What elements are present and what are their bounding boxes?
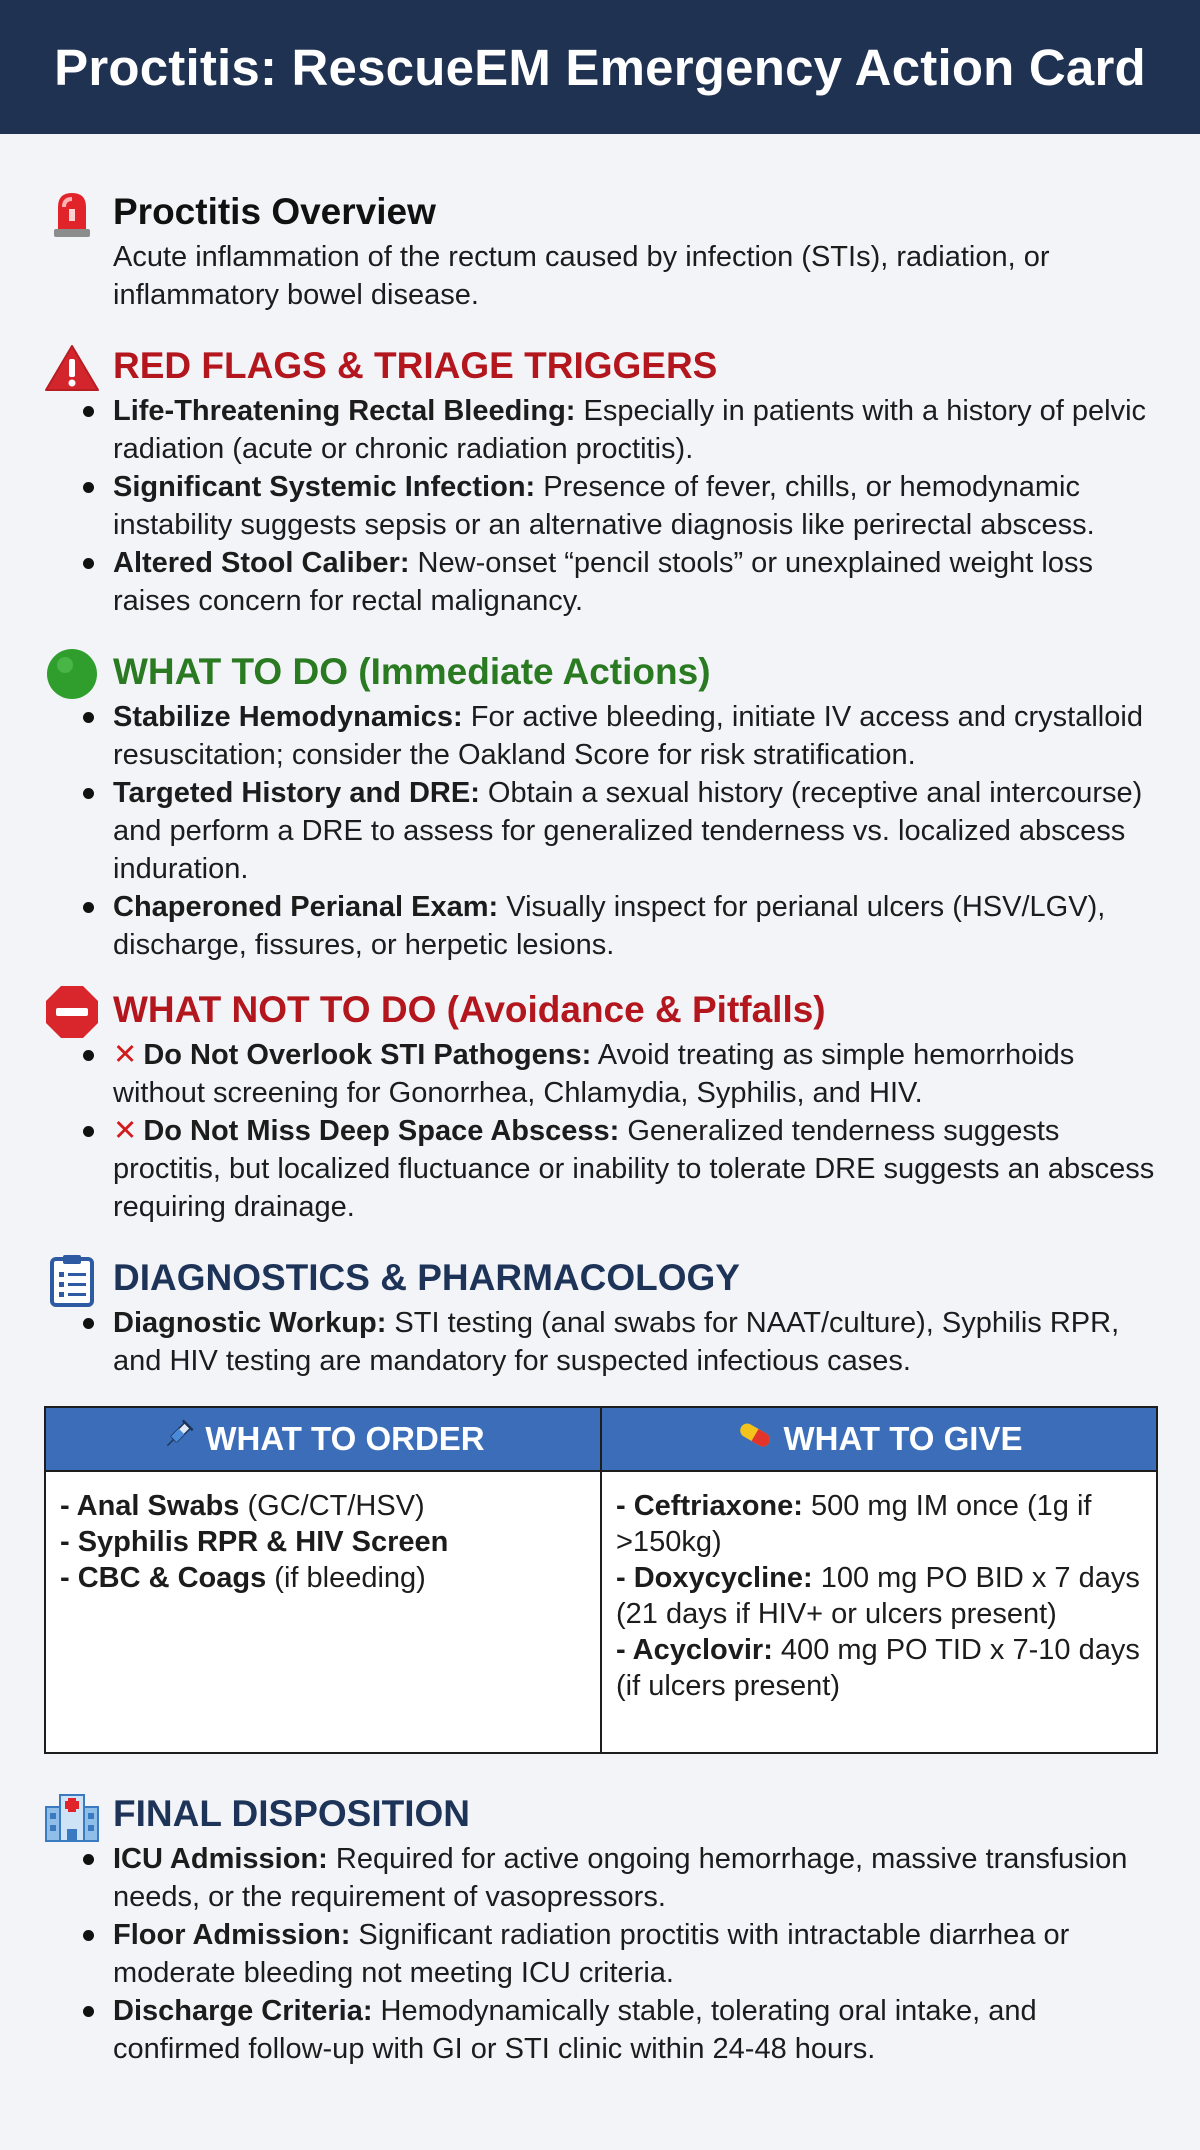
list-item <box>113 392 1156 468</box>
list-item <box>113 544 1156 620</box>
list-item <box>113 1840 1156 1916</box>
what-not-to-do-list <box>113 1036 1156 1226</box>
order-label: - Syphilis RPR & HIV Screen <box>60 1526 449 1558</box>
item-text: Visually inspect for perianal ulcers (HSV/LGV), discharge, fissures, or herpetic lesions. <box>113 891 1106 961</box>
item-label: Targeted History and DRE: <box>113 777 480 809</box>
what-not-to-do-section <box>44 984 1156 1226</box>
pill-icon <box>736 1420 774 1458</box>
warning-triangle-icon <box>44 342 100 394</box>
item-label: Significant Systemic Infection: <box>113 471 536 503</box>
x-mark-icon: ✕ <box>113 1115 138 1147</box>
order-line <box>60 1524 586 1560</box>
page-title: Proctitis: RescueEM Emergency Action Card <box>54 38 1146 96</box>
siren-icon <box>44 188 100 240</box>
x-mark-icon: ✕ <box>113 1039 138 1071</box>
give-text: 100 mg PO BID x 7 days (21 days if HIV+ or ulcers present) <box>616 1562 1140 1630</box>
overview-section <box>44 186 1156 314</box>
item-label: Discharge Criteria: <box>113 1995 373 2027</box>
red-flags-section <box>44 340 1156 620</box>
order-give-table-wrap <box>44 1406 1156 1754</box>
give-header-label: WHAT TO GIVE <box>783 1420 1023 1457</box>
overview-text: Acute inflammation of the rectum caused by infection (STIs), radiation, or inflammatory bowel disease. <box>113 241 1050 311</box>
list-item <box>113 1036 1156 1112</box>
hospital-icon <box>44 1790 100 1842</box>
list-item <box>113 1916 1156 1992</box>
list-item <box>113 698 1156 774</box>
item-text: Especially in patients with a history of pelvic radiation (acute or chronic radiation proctitis). <box>113 395 1147 465</box>
give-text: 500 mg IM once (1g if >150kg) <box>616 1490 1092 1558</box>
list-item <box>113 1304 1156 1380</box>
order-cell <box>45 1471 601 1753</box>
item-text: Significant radiation proctitis with intractable diarrhea or moderate bleeding not meeting ICU criteria. <box>113 1919 1070 1989</box>
item-text: Presence of fever, chills, or hemodynamic instability suggests sepsis or an alternative diagnosis like perirectal abscess. <box>113 471 1095 541</box>
order-text: (if bleeding) <box>266 1562 426 1594</box>
item-label: Do Not Overlook STI Pathogens: <box>143 1039 592 1071</box>
stop-sign-icon <box>44 986 100 1038</box>
item-label: Altered Stool Caliber: <box>113 547 410 579</box>
what-to-do-section <box>44 646 1156 964</box>
list-item <box>113 1992 1156 2068</box>
order-text: (GC/CT/HSV) <box>239 1490 425 1522</box>
give-text: 400 mg PO TID x 7-10 days (if ulcers present) <box>616 1634 1140 1702</box>
give-line <box>616 1632 1142 1704</box>
order-label: - Anal Swabs <box>60 1490 240 1522</box>
list-item <box>113 774 1156 888</box>
give-line <box>616 1488 1142 1560</box>
give-label: - Ceftriaxone: <box>616 1490 803 1522</box>
item-text: Hemodynamically stable, tolerating oral intake, and confirmed follow-up with GI or STI clinic within 24-48 hours. <box>113 1995 1037 2065</box>
item-text: Required for active ongoing hemorrhage, massive transfusion needs, or the requirement of vasopressors. <box>113 1843 1128 1913</box>
give-line <box>616 1560 1142 1632</box>
red-flags-title: RED FLAGS & TRIAGE TRIGGERS <box>113 345 718 386</box>
item-text: STI testing (anal swabs for NAAT/culture), Syphilis RPR, and HIV testing are mandatory for suspected infectious cases. <box>113 1307 1120 1377</box>
list-item <box>113 468 1156 544</box>
item-text: For active bleeding, initiate IV access and crystalloid resuscitation; consider the Oakland Score for risk stratification. <box>113 701 1143 771</box>
green-circle-icon <box>44 648 100 700</box>
item-label: Floor Admission: <box>113 1919 351 1951</box>
list-item <box>113 888 1156 964</box>
diagnostics-section <box>44 1252 1156 1380</box>
item-text: New-onset “pencil stools” or unexplained weight loss raises concern for rectal malignancy. <box>113 547 1093 617</box>
order-header <box>45 1407 601 1471</box>
what-to-do-title: WHAT TO DO (Immediate Actions) <box>113 651 711 692</box>
item-label: Do Not Miss Deep Space Abscess: <box>143 1115 620 1147</box>
order-header-label: WHAT TO ORDER <box>205 1420 485 1457</box>
diagnostics-title: DIAGNOSTICS & PHARMACOLOGY <box>113 1257 740 1298</box>
content <box>0 186 1200 2068</box>
what-to-do-list <box>113 698 1156 964</box>
item-label: Stabilize Hemodynamics: <box>113 701 463 733</box>
item-text: Generalized tenderness suggests proctitis, but localized fluctuance or inability to tolerate DRE suggests an abscess requiring drainage. <box>113 1115 1155 1223</box>
order-line <box>60 1488 586 1524</box>
item-text: Obtain a sexual history (receptive anal intercourse) and perform a DRE to assess for generalized tenderness vs. localized abscess induration. <box>113 777 1143 885</box>
item-label: Life-Threatening Rectal Bleeding: <box>113 395 576 427</box>
disposition-section <box>44 1788 1156 2068</box>
diagnostics-list <box>113 1304 1156 1380</box>
give-label: - Acyclovir: <box>616 1634 773 1666</box>
item-label: Chaperoned Perianal Exam: <box>113 891 499 923</box>
clipboard-icon <box>44 1254 100 1306</box>
order-label: - CBC & Coags <box>60 1562 267 1594</box>
item-text: Avoid treating as simple hemorrhoids without screening for Gonorrhea, Chlamydia, Syphilis, and HIV. <box>113 1039 1075 1109</box>
disposition-title: FINAL DISPOSITION <box>113 1793 471 1834</box>
header-bar <box>0 0 1200 134</box>
list-item <box>113 1112 1156 1226</box>
give-label: - Doxycycline: <box>616 1562 813 1594</box>
order-line <box>60 1560 586 1596</box>
syringe-icon <box>161 1418 195 1460</box>
give-header <box>601 1407 1157 1471</box>
what-not-to-do-title: WHAT NOT TO DO (Avoidance & Pitfalls) <box>113 989 826 1030</box>
order-give-table <box>44 1406 1158 1754</box>
give-cell <box>601 1471 1157 1753</box>
disposition-list <box>113 1840 1156 2068</box>
red-flags-list <box>113 392 1156 620</box>
item-label: ICU Admission: <box>113 1843 328 1875</box>
overview-title: Proctitis Overview <box>113 191 436 232</box>
item-label: Diagnostic Workup: <box>113 1307 387 1339</box>
